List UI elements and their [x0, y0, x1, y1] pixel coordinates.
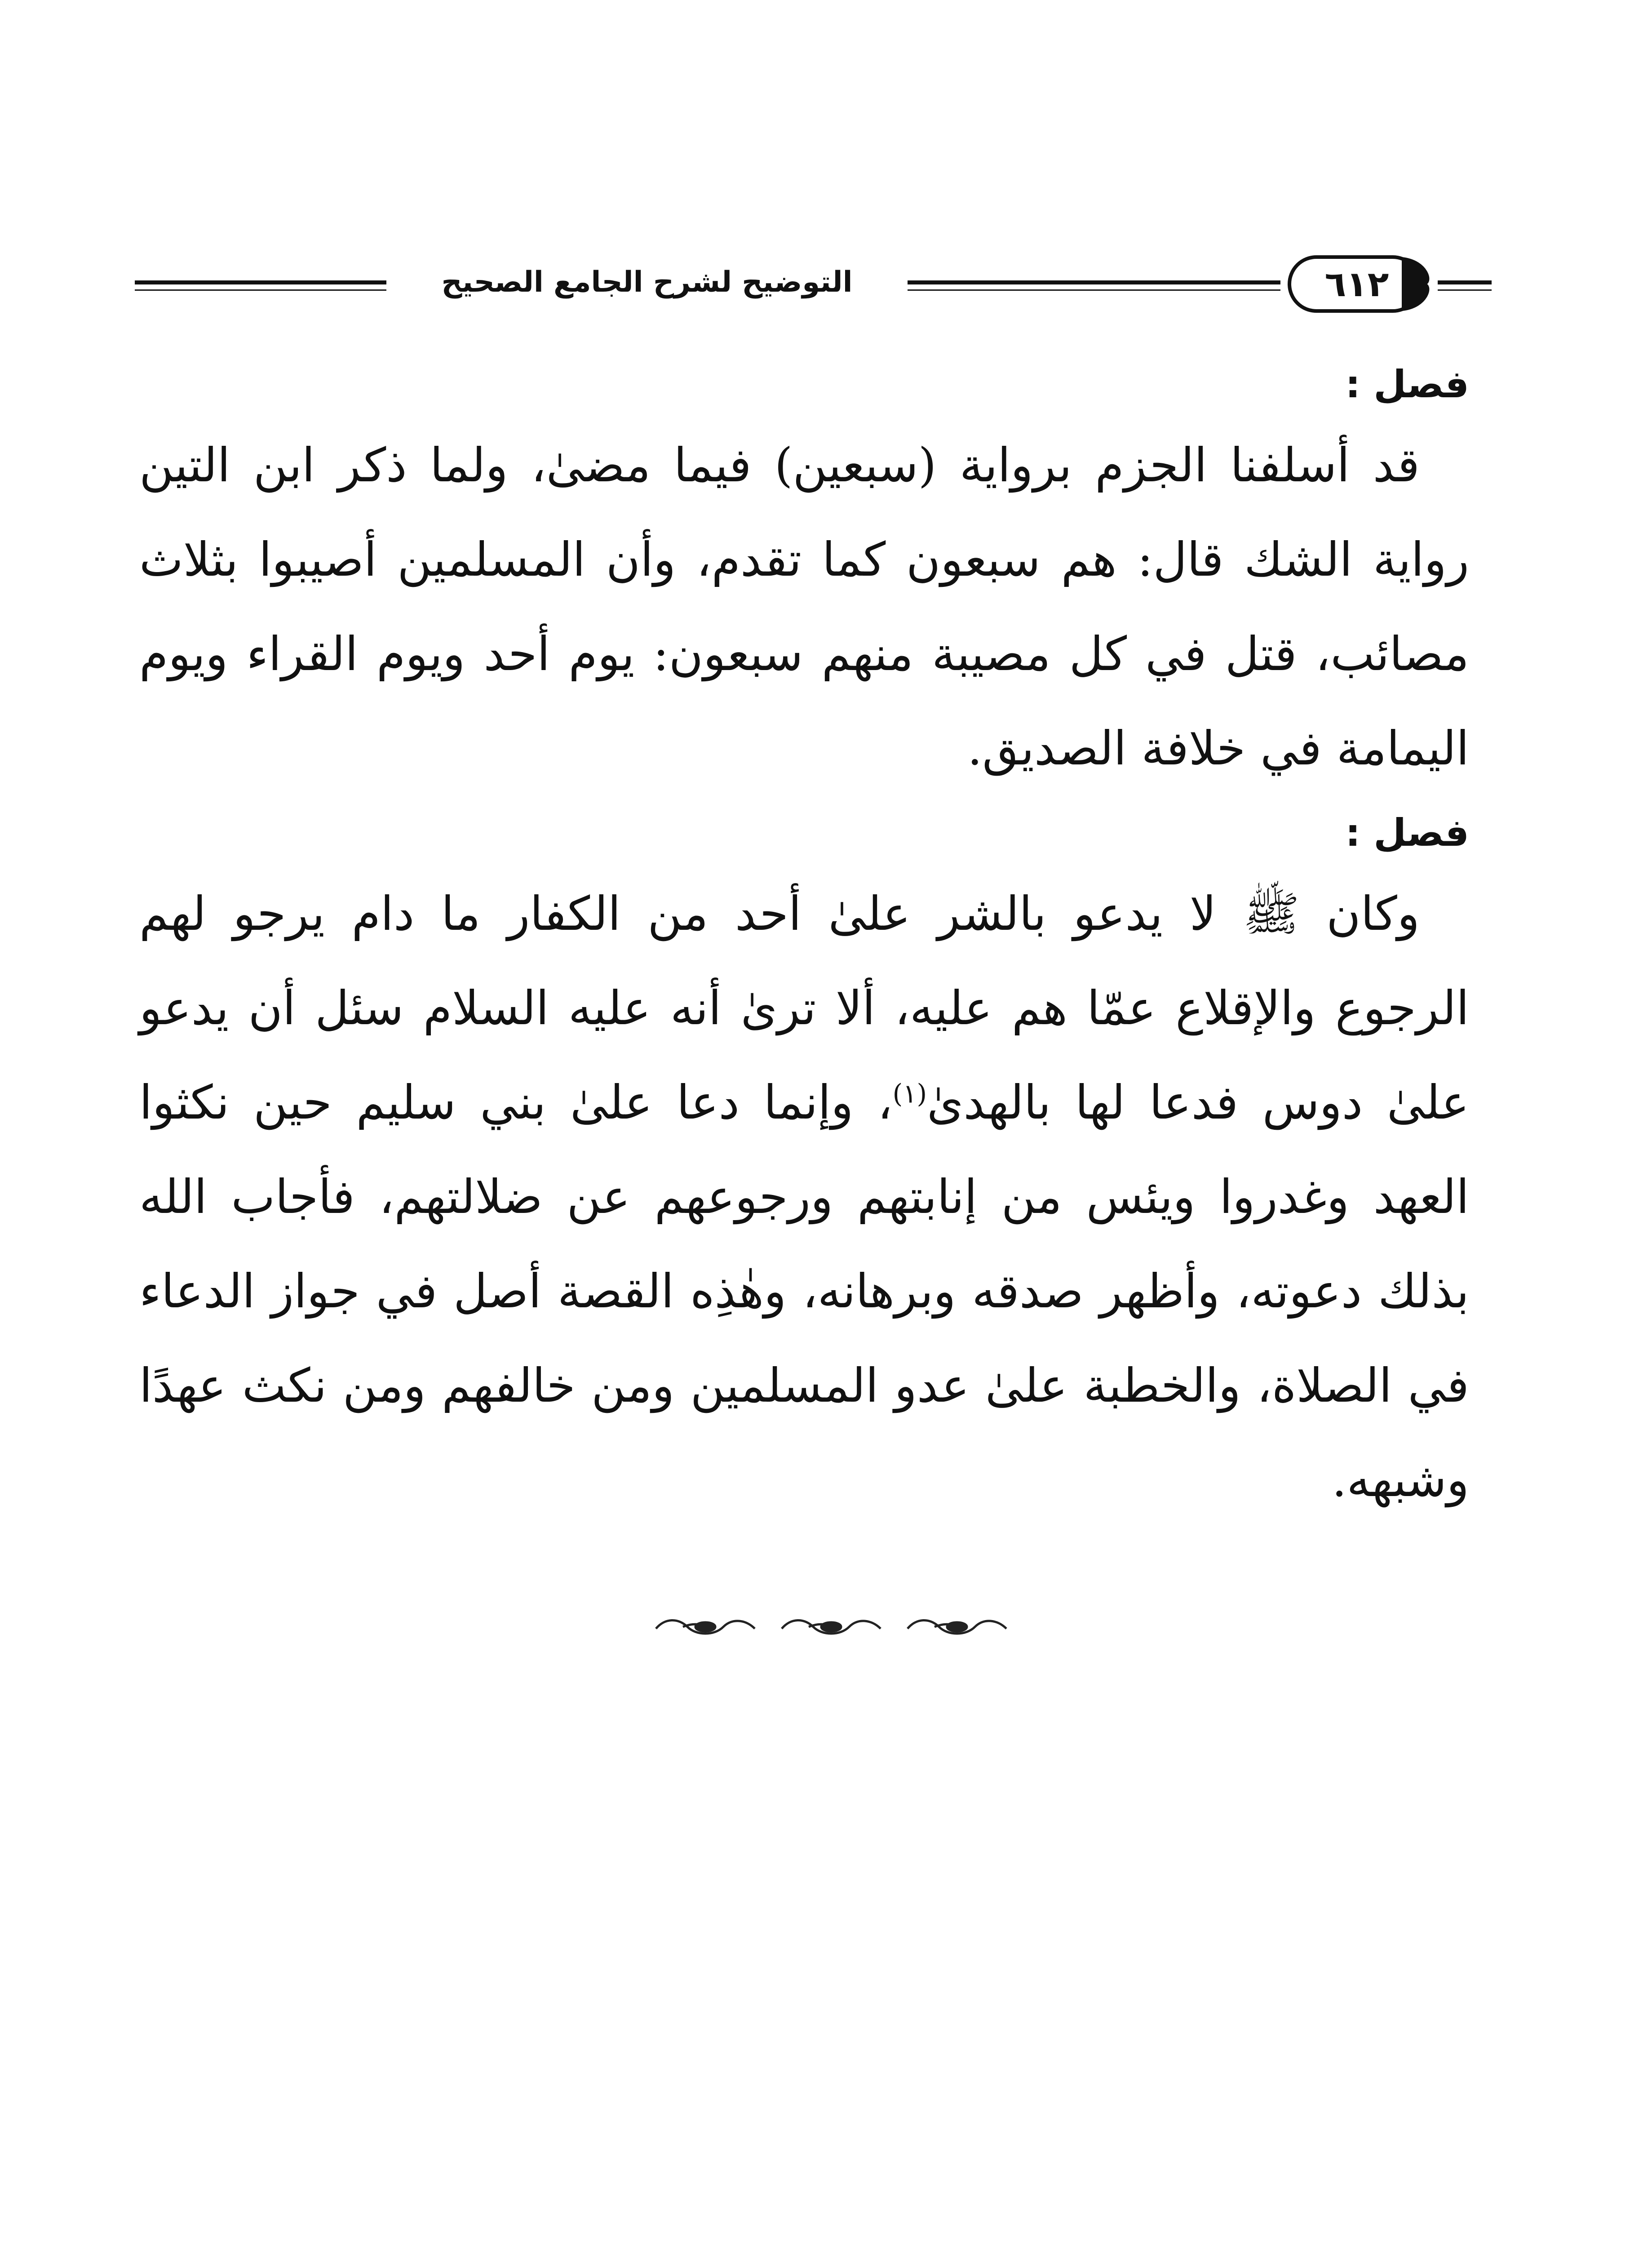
- header-rule-middle: [908, 280, 1280, 284]
- header-rule-middle-thin: [908, 289, 1280, 291]
- section-heading-1: فصل :: [1345, 362, 1469, 406]
- page-number-badge: [1285, 252, 1433, 319]
- running-header-title: التوضيح لشرح الجامع الصحيح: [441, 266, 853, 299]
- main-text: [139, 351, 1469, 1527]
- paragraph-2: [139, 866, 1469, 1527]
- header-rule-left: [135, 280, 386, 284]
- section-heading-2: فصل :: [1345, 811, 1469, 855]
- header-rule-right-thin: [1438, 289, 1492, 291]
- paragraph-2-part-2: ، وإنما دعا علىٰ بني سليم حين نكثوا العهد وغدروا ويئس من إنابتهم ورجوعهم عن ضلالتهم، فأجاب الله بذلك دعوته، وأظهر صدقه وبرهانه، وهٰذِه القصة أصل في جواز الدعاء في الصلاة، والخطبة علىٰ عدو المسلمين ومن خالفهم ومن نكث عهدًا وشبهه.: [139, 1075, 1469, 1507]
- footnote-reference[interactable]: (١): [892, 1078, 927, 1109]
- header-rule-right: [1438, 280, 1492, 284]
- running-header: [135, 252, 1492, 324]
- paragraph-1: قد أسلفنا الجزم برواية (سبعين) فيما مضىٰ، ولما ذكر ابن التين رواية الشك قال: هم سبعون كما تقدم، وأن المسلمين أصيبوا بثلاث مصائب، قتل في كل مصيبة منهم سبعون: يوم أحد ويوم القراء ويوم اليمامة في خلافة الصديق.: [139, 438, 1469, 776]
- header-rule-left-thin: [135, 289, 386, 291]
- section-end-ornament-icon: [647, 1613, 1015, 1640]
- page-number: ٦١٢: [1324, 264, 1389, 305]
- paragraph-2-part-1: وكان ﷺ لا يدعو بالشر علىٰ أحد من الكفار ما دام يرجو لهم الرجوع والإقلاع عمّا هم عليه، ألا ترىٰ أنه عليه السلام سئل أن يدعو علىٰ دوس فدعا لها بالهدىٰ: [139, 886, 1470, 1130]
